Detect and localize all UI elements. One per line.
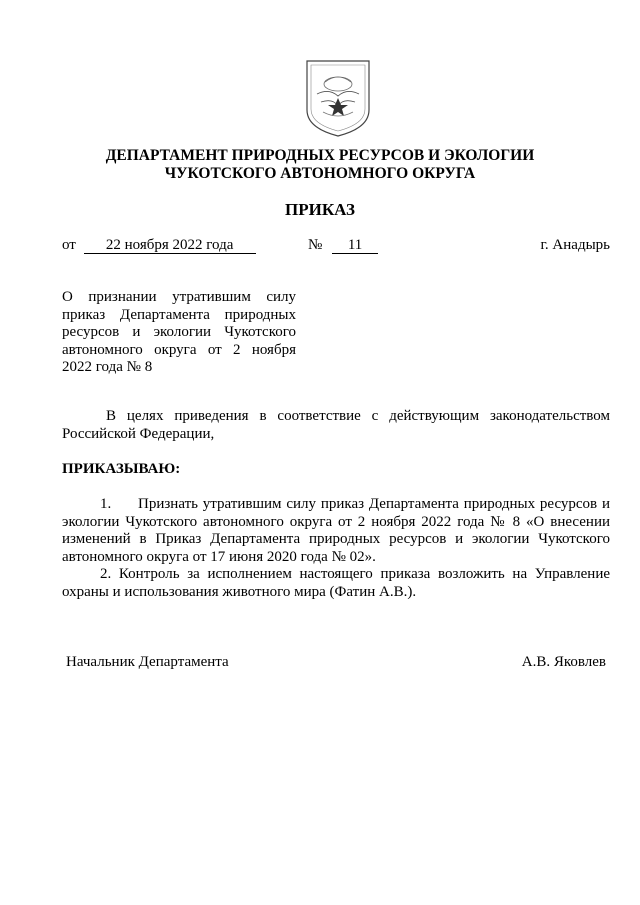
department-name-line1: ДЕПАРТАМЕНТ ПРИРОДНЫХ РЕСУРСОВ И ЭКОЛОГИИ bbox=[105, 147, 535, 164]
item-1-line: изменений в Приказ Департамента природных ресурсов и экологии Чукотского bbox=[62, 531, 610, 547]
document-title: ПРИКАЗ bbox=[285, 200, 355, 219]
signature-name: А.В. Яковлев bbox=[521, 654, 606, 670]
item-2-line: охраны и использования животного мира (Фатин А.В.). bbox=[62, 583, 417, 600]
subject-line: ресурсов и экологии Чукотского bbox=[62, 324, 296, 340]
date-field bbox=[62, 236, 256, 254]
order-subject bbox=[62, 289, 296, 377]
date-prefix: от bbox=[62, 237, 76, 253]
item-1-text: Признать утратившим силу приказ Департамента природных ресурсов и bbox=[138, 496, 610, 512]
coat-of-arms-icon bbox=[303, 58, 373, 138]
preamble-line: В целях приведения в соответствие с действующим законодательством bbox=[106, 408, 610, 424]
item-1-line bbox=[62, 496, 610, 514]
order-word: ПРИКАЗЫВАЮ: bbox=[62, 461, 181, 477]
subject-line: 2022 года № 8 bbox=[62, 359, 153, 375]
subject-line: О признании утратившим силу bbox=[62, 289, 296, 305]
city: г. Анадырь bbox=[540, 237, 610, 253]
item-1-line: экологии Чукотского автономного округа от 2 ноября 2022 года № 8 «О внесении bbox=[62, 513, 610, 530]
subject-line: автономного округа от 2 ноября bbox=[62, 341, 296, 358]
preamble bbox=[62, 408, 610, 443]
order-item-1 bbox=[62, 496, 610, 566]
item-2-line: 2. Контроль за исполнением настоящего приказа возложить на Управление bbox=[100, 566, 610, 582]
number-field bbox=[308, 236, 378, 254]
preamble-line: Российской Федерации, bbox=[62, 425, 215, 442]
number-prefix: № bbox=[308, 237, 323, 253]
signature-position: Начальник Департамента bbox=[66, 654, 229, 670]
department-name-line2: ЧУКОТСКОГО АВТОНОМНОГО ОКРУГА bbox=[164, 165, 476, 182]
number-value: 11 bbox=[332, 237, 378, 254]
item-1-line: автономного округа от 17 июня 2020 года № 02». bbox=[62, 548, 376, 565]
subject-line: приказ Департамента природных bbox=[62, 306, 296, 323]
item-1-number: 1. bbox=[100, 496, 112, 512]
order-item-2 bbox=[62, 566, 610, 601]
date-value: 22 ноября 2022 года bbox=[84, 237, 256, 254]
